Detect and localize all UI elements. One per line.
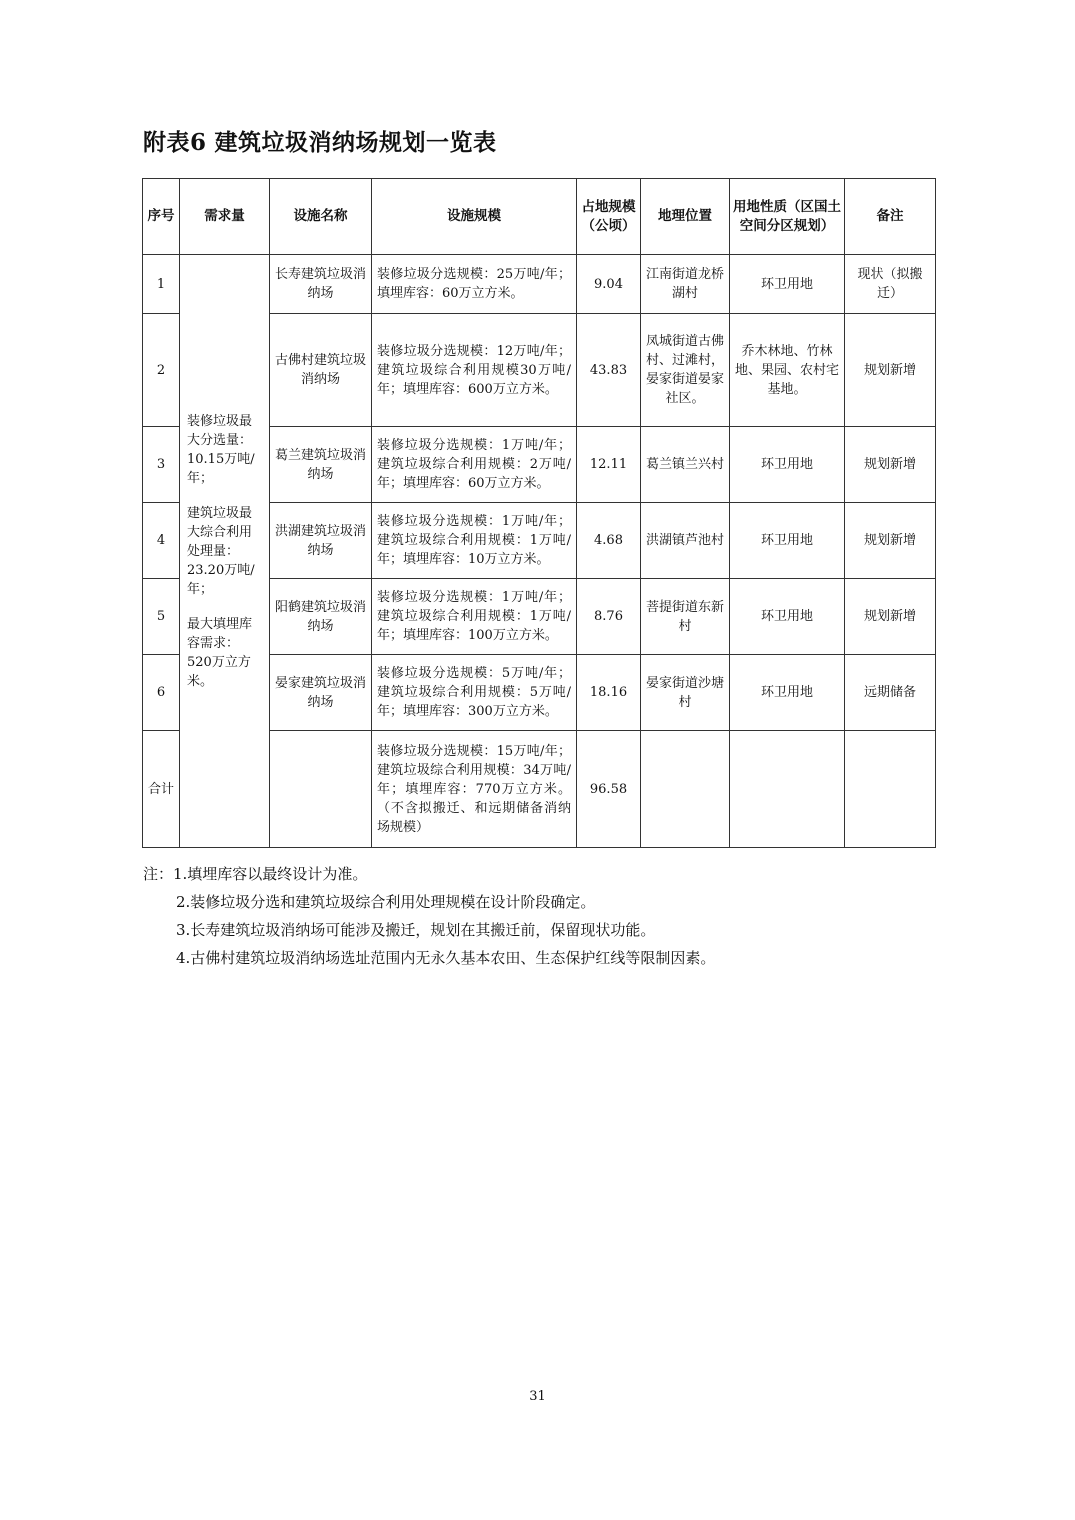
row-scale: 装修垃圾分选规模：1万吨/年；建筑垃圾综合利用规模：2万吨/年；填埋库容：60万立方米。 [372, 427, 577, 503]
header-demand: 需求量 [180, 179, 270, 255]
row-landuse: 环卫用地 [730, 655, 845, 731]
row-no: 2 [143, 314, 180, 427]
row-name: 长寿建筑垃圾消纳场 [270, 255, 372, 314]
facility-table [142, 178, 936, 848]
total-location-empty [641, 731, 730, 848]
table-header-row [143, 179, 936, 255]
row-remark: 规划新增 [845, 503, 936, 579]
total-scale: 装修垃圾分选规模：15万吨/年；建筑垃圾综合利用规模：34万吨/年；填埋库容：770万立方米。（不含拟搬迁、和远期储备消纳场规模） [372, 731, 577, 848]
row-remark: 规划新增 [845, 314, 936, 427]
row-location: 江南街道龙桥湖村 [641, 255, 730, 314]
total-label: 合计 [143, 731, 180, 848]
header-no: 序号 [143, 179, 180, 255]
row-landuse: 乔木林地、竹林地、果园、农村宅基地。 [730, 314, 845, 427]
header-landuse: 用地性质（区国土空间分区规划） [730, 179, 845, 255]
row-remark: 远期储备 [845, 655, 936, 731]
title-text: 建筑垃圾消纳场规划一览表 [214, 129, 497, 156]
note-1: 注：1.填埋库容以最终设计为准。 [143, 865, 368, 883]
header-scale: 设施规模 [372, 179, 577, 255]
row-area: 12.11 [577, 427, 641, 503]
note-4: 4.古佛村建筑垃圾消纳场选址范围内无永久基本农田、生态保护红线等限制因素。 [176, 949, 716, 967]
row-area: 4.68 [577, 503, 641, 579]
row-name: 晏家建筑垃圾消纳场 [270, 655, 372, 731]
demand-cell [180, 255, 270, 848]
row-location: 凤城街道古佛村、过滩村，晏家街道晏家社区。 [641, 314, 730, 427]
header-remark: 备注 [845, 179, 936, 255]
demand-line-2: 建筑垃圾最大综合利用处理量：23.20万吨/年； [187, 505, 255, 597]
demand-line-3: 最大填埋库容需求：520万立方米。 [187, 616, 253, 689]
row-scale: 装修垃圾分选规模：5万吨/年；建筑垃圾综合利用规模：5万吨/年；填埋库容：300万立方米。 [372, 655, 577, 731]
row-location: 晏家街道沙塘村 [641, 655, 730, 731]
row-location: 葛兰镇兰兴村 [641, 427, 730, 503]
row-remark: 规划新增 [845, 427, 936, 503]
demand-line-1: 装修垃圾最大分选量：10.15万吨/年； [187, 413, 255, 486]
row-no: 5 [143, 579, 180, 655]
row-scale: 装修垃圾分选规模：1万吨/年；建筑垃圾综合利用规模：1万吨/年；填埋库容：10万立方米。 [372, 503, 577, 579]
row-name: 洪湖建筑垃圾消纳场 [270, 503, 372, 579]
row-landuse: 环卫用地 [730, 579, 845, 655]
total-name-empty [270, 731, 372, 848]
row-name: 古佛村建筑垃圾消纳场 [270, 314, 372, 427]
row-area: 9.04 [577, 255, 641, 314]
page-number: 31 [529, 1389, 546, 1404]
row-location: 菩提街道东新村 [641, 579, 730, 655]
row-no: 4 [143, 503, 180, 579]
header-name: 设施名称 [270, 179, 372, 255]
row-remark: 规划新增 [845, 579, 936, 655]
total-remark-empty [845, 731, 936, 848]
title-prefix: 附表6 [143, 129, 207, 156]
row-landuse: 环卫用地 [730, 503, 845, 579]
row-name: 葛兰建筑垃圾消纳场 [270, 427, 372, 503]
total-landuse-empty [730, 731, 845, 848]
header-area: 占地规模（公顷） [577, 179, 641, 255]
row-scale: 装修垃圾分选规模：1万吨/年；建筑垃圾综合利用规模：1万吨/年；填埋库容：100万立方米。 [372, 579, 577, 655]
row-location: 洪湖镇芦池村 [641, 503, 730, 579]
row-no: 1 [143, 255, 180, 314]
row-landuse: 环卫用地 [730, 427, 845, 503]
row-scale: 装修垃圾分选规模：12万吨/年；建筑垃圾综合利用规模30万吨/年；填埋库容：600万立方米。 [372, 314, 577, 427]
row-area: 18.16 [577, 655, 641, 731]
note-2: 2.装修垃圾分选和建筑垃圾综合利用处理规模在设计阶段确定。 [176, 893, 596, 911]
row-no: 6 [143, 655, 180, 731]
row-scale: 装修垃圾分选规模：25万吨/年；填埋库容：60万立方米。 [372, 255, 577, 314]
row-name: 阳鹤建筑垃圾消纳场 [270, 579, 372, 655]
notes [143, 860, 715, 972]
note-3: 3.长寿建筑垃圾消纳场可能涉及搬迁，规划在其搬迁前，保留现状功能。 [176, 921, 656, 939]
row-landuse: 环卫用地 [730, 255, 845, 314]
row-area: 8.76 [577, 579, 641, 655]
row-no: 3 [143, 427, 180, 503]
page-title [143, 124, 497, 157]
table-row [143, 255, 936, 314]
row-remark: 现状（拟搬迁） [845, 255, 936, 314]
row-area: 43.83 [577, 314, 641, 427]
total-area: 96.58 [577, 731, 641, 848]
header-location: 地理位置 [641, 179, 730, 255]
